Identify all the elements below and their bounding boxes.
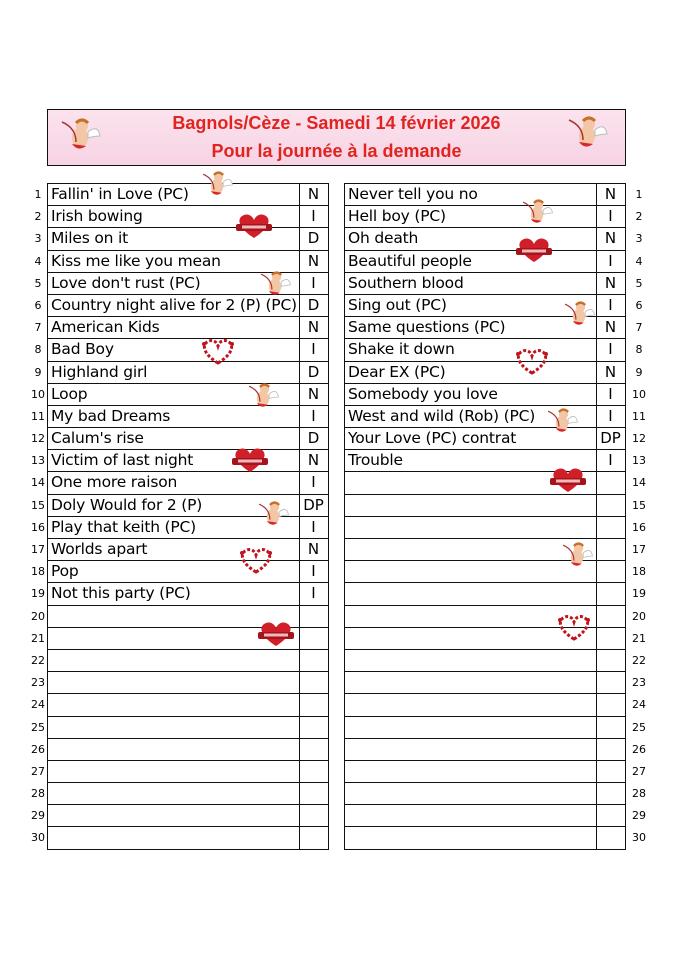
row-number: 28 (31, 787, 45, 801)
table-row (345, 694, 625, 716)
row-number: 12 (31, 432, 45, 446)
heart-banner-icon (234, 212, 274, 244)
level-cell: N (299, 450, 327, 471)
row-number: 28 (632, 787, 646, 801)
level-cell: I (596, 251, 624, 272)
level-cell: N (596, 184, 624, 205)
cupid-icon (545, 405, 579, 443)
level-cell: I (299, 472, 327, 493)
heart-wreath-icon (512, 348, 552, 380)
table-row (48, 583, 328, 605)
heart-banner-icon (514, 236, 554, 268)
table-row (345, 672, 625, 694)
table-row (48, 450, 328, 472)
cupid-icon (520, 196, 554, 234)
level-cell: N (299, 251, 327, 272)
song-title: Trouble (348, 451, 403, 470)
song-title: Somebody you love (348, 384, 498, 403)
level-cell (596, 472, 624, 493)
song-title: Loop (51, 384, 88, 403)
level-cell (596, 805, 624, 826)
row-number: 30 (31, 831, 45, 845)
table-row (345, 805, 625, 827)
row-number: 11 (632, 409, 646, 423)
level-cell (596, 606, 624, 627)
table-row (345, 583, 625, 605)
level-cell (299, 761, 327, 782)
table-row (48, 739, 328, 761)
song-title: Play that keith (PC) (51, 517, 197, 536)
row-number: 4 (34, 254, 42, 268)
level-cell (596, 583, 624, 604)
row-number: 5 (635, 276, 643, 290)
row-number: 30 (632, 831, 646, 845)
song-title: Bad Boy (51, 340, 114, 359)
song-title: Irish bowing (51, 207, 143, 226)
song-title: My bad Dreams (51, 406, 171, 425)
row-number: 21 (632, 631, 646, 645)
heart-wreath-icon (554, 614, 594, 646)
level-cell (596, 628, 624, 649)
table-row (48, 339, 328, 361)
row-number: 8 (635, 343, 643, 357)
level-cell: I (596, 450, 624, 471)
row-number: 22 (632, 653, 646, 667)
song-title: Highland girl (51, 362, 148, 381)
heart-banner-icon (548, 466, 588, 498)
row-number: 10 (31, 387, 45, 401)
row-number: 18 (31, 565, 45, 579)
level-cell: DP (299, 495, 327, 516)
row-number: 9 (34, 365, 42, 379)
level-cell: I (299, 206, 327, 227)
table-row (48, 384, 328, 406)
song-title: Sing out (PC) (348, 295, 447, 314)
song-title: Hell boy (PC) (348, 207, 446, 226)
row-number: 27 (31, 764, 45, 778)
table-row (345, 761, 625, 783)
song-title: Beautiful people (348, 251, 472, 270)
level-cell (596, 495, 624, 516)
table-row (48, 783, 328, 805)
level-cell (596, 561, 624, 582)
level-cell (596, 827, 624, 848)
level-cell: N (596, 317, 624, 338)
cupid-icon (565, 112, 609, 156)
row-number: 16 (31, 520, 45, 534)
row-number: 13 (632, 454, 646, 468)
level-cell: I (596, 339, 624, 360)
song-title: Worlds apart (51, 540, 148, 558)
row-number: 9 (635, 365, 643, 379)
table-row (345, 406, 625, 428)
level-cell: I (299, 517, 327, 538)
song-title: West and wild (Rob) (PC) (348, 406, 536, 425)
song-table-right (344, 183, 626, 850)
table-row (48, 650, 328, 672)
level-cell (596, 783, 624, 804)
table-row (48, 761, 328, 783)
level-cell (596, 761, 624, 782)
level-cell (299, 717, 327, 738)
level-cell: N (596, 228, 624, 249)
table-row (48, 428, 328, 450)
song-title: Victim of last night (51, 451, 194, 470)
level-cell: N (299, 539, 327, 560)
level-cell: D (299, 295, 327, 316)
row-number: 29 (31, 809, 45, 823)
row-number: 18 (632, 565, 646, 579)
table-row (48, 717, 328, 739)
table-row (48, 694, 328, 716)
level-cell (596, 517, 624, 538)
row-number: 1 (635, 188, 643, 201)
table-row (48, 561, 328, 583)
cupid-icon (58, 114, 102, 158)
row-number: 16 (632, 520, 646, 534)
row-number: 24 (31, 698, 45, 712)
table-row (48, 805, 328, 827)
table-row (345, 228, 625, 250)
level-cell: N (299, 317, 327, 338)
song-title: Dear EX (PC) (348, 362, 446, 381)
level-cell (299, 672, 327, 693)
table-row (48, 472, 328, 494)
song-title: Your Love (PC) contrat (348, 429, 517, 448)
level-cell (596, 672, 624, 693)
level-cell (299, 783, 327, 804)
level-cell: N (299, 384, 327, 405)
row-number: 8 (34, 343, 42, 357)
row-number: 20 (632, 609, 646, 623)
table-row (48, 406, 328, 428)
level-cell (299, 827, 327, 848)
song-title: Never tell you no (348, 185, 478, 203)
row-number: 27 (632, 764, 646, 778)
row-number: 2 (34, 210, 42, 224)
row-numbers-left (28, 183, 48, 849)
level-cell: N (299, 184, 327, 205)
level-cell (596, 650, 624, 671)
table-row (48, 362, 328, 384)
row-number: 26 (632, 742, 646, 756)
heart-wreath-icon (236, 547, 276, 579)
level-cell: N (596, 273, 624, 294)
row-number: 7 (635, 321, 643, 335)
row-number: 26 (31, 742, 45, 756)
table-row (345, 428, 625, 450)
row-number: 19 (31, 587, 45, 601)
level-cell: D (299, 228, 327, 249)
table-row (345, 339, 625, 361)
table-row (48, 184, 328, 206)
level-cell: I (299, 583, 327, 604)
table-row (345, 827, 625, 849)
table-row (345, 783, 625, 805)
header-subtitle: Pour la journée à la demande (211, 141, 462, 161)
row-number: 15 (31, 498, 45, 512)
level-cell: I (299, 339, 327, 360)
cupid-icon (256, 498, 290, 536)
row-number: 4 (635, 254, 643, 268)
level-cell (596, 739, 624, 760)
table-row (345, 650, 625, 672)
level-cell (299, 694, 327, 715)
table-row (345, 273, 625, 295)
level-cell (596, 694, 624, 715)
table-row (345, 517, 625, 539)
level-cell (596, 717, 624, 738)
table-row (345, 362, 625, 384)
song-title: Southern blood (348, 273, 464, 292)
table-row (345, 717, 625, 739)
row-number: 5 (34, 276, 42, 290)
level-cell (299, 739, 327, 760)
table-row (48, 672, 328, 694)
level-cell: I (596, 295, 624, 316)
level-cell: D (299, 362, 327, 383)
row-number: 21 (31, 631, 45, 645)
row-number: 1 (34, 188, 42, 201)
song-title: Shake it down (348, 340, 455, 359)
table-row (48, 539, 328, 561)
table-row (48, 827, 328, 849)
row-number: 25 (31, 720, 45, 734)
cupid-icon (246, 380, 280, 418)
cupid-icon (560, 539, 594, 577)
table-row (48, 206, 328, 228)
row-number: 7 (34, 321, 42, 335)
row-numbers-right (629, 183, 649, 849)
row-number: 23 (31, 676, 45, 690)
table-row (345, 739, 625, 761)
row-number: 3 (635, 232, 643, 246)
level-cell (299, 606, 327, 627)
level-cell: I (596, 384, 624, 405)
row-number: 25 (632, 720, 646, 734)
cupid-icon (562, 298, 596, 336)
row-number: 14 (632, 476, 646, 490)
level-cell: I (596, 206, 624, 227)
song-title: One more raison (51, 473, 178, 492)
row-number: 17 (632, 543, 646, 556)
heart-banner-icon (230, 446, 270, 478)
song-title: Not this party (PC) (51, 584, 191, 603)
song-title: Oh death (348, 229, 419, 248)
level-cell (299, 628, 327, 649)
level-cell (299, 650, 327, 671)
row-number: 20 (31, 609, 45, 623)
level-cell: DP (596, 428, 624, 449)
row-number: 6 (34, 298, 42, 312)
row-number: 10 (632, 387, 646, 401)
song-title: American Kids (51, 318, 160, 337)
level-cell: I (299, 273, 327, 294)
cupid-icon (200, 168, 234, 206)
row-number: 11 (31, 409, 45, 423)
table-row (48, 317, 328, 339)
table-row (345, 251, 625, 273)
row-number: 3 (34, 232, 42, 246)
song-title: Love don't rust (PC) (51, 273, 201, 292)
row-number: 13 (31, 454, 45, 468)
table-row (345, 184, 625, 206)
row-number: 23 (632, 676, 646, 690)
level-cell: D (299, 428, 327, 449)
row-number: 15 (632, 498, 646, 512)
row-number: 19 (632, 587, 646, 601)
row-number: 17 (31, 543, 45, 556)
row-number: 2 (635, 210, 643, 224)
level-cell: I (299, 406, 327, 427)
level-cell: I (299, 561, 327, 582)
row-number: 14 (31, 476, 45, 490)
cupid-icon (258, 268, 292, 306)
song-title: Doly Would for 2 (P) (51, 495, 203, 514)
header-banner (47, 109, 626, 166)
table-row (345, 206, 625, 228)
heart-banner-icon (256, 620, 296, 652)
row-number: 12 (632, 432, 646, 446)
heart-wreath-icon (198, 338, 238, 370)
song-title: Calum's rise (51, 429, 144, 448)
level-cell (596, 539, 624, 560)
song-title: Kiss me like you mean (51, 251, 221, 270)
level-cell: N (596, 362, 624, 383)
level-cell (299, 805, 327, 826)
row-number: 6 (635, 298, 643, 312)
song-title: Miles on it (51, 229, 128, 248)
row-number: 24 (632, 698, 646, 712)
song-title: Country night alive for 2 (P) (PC) (51, 295, 297, 314)
song-title: Fallin' in Love (PC) (51, 185, 189, 203)
header-title: Bagnols/Cèze - Samedi 14 février 2026 (172, 113, 501, 133)
table-row (345, 384, 625, 406)
row-number: 22 (31, 653, 45, 667)
song-title: Same questions (PC) (348, 318, 506, 337)
song-title: Pop (51, 562, 79, 581)
level-cell: I (596, 406, 624, 427)
row-number: 29 (632, 809, 646, 823)
table-row (48, 228, 328, 250)
